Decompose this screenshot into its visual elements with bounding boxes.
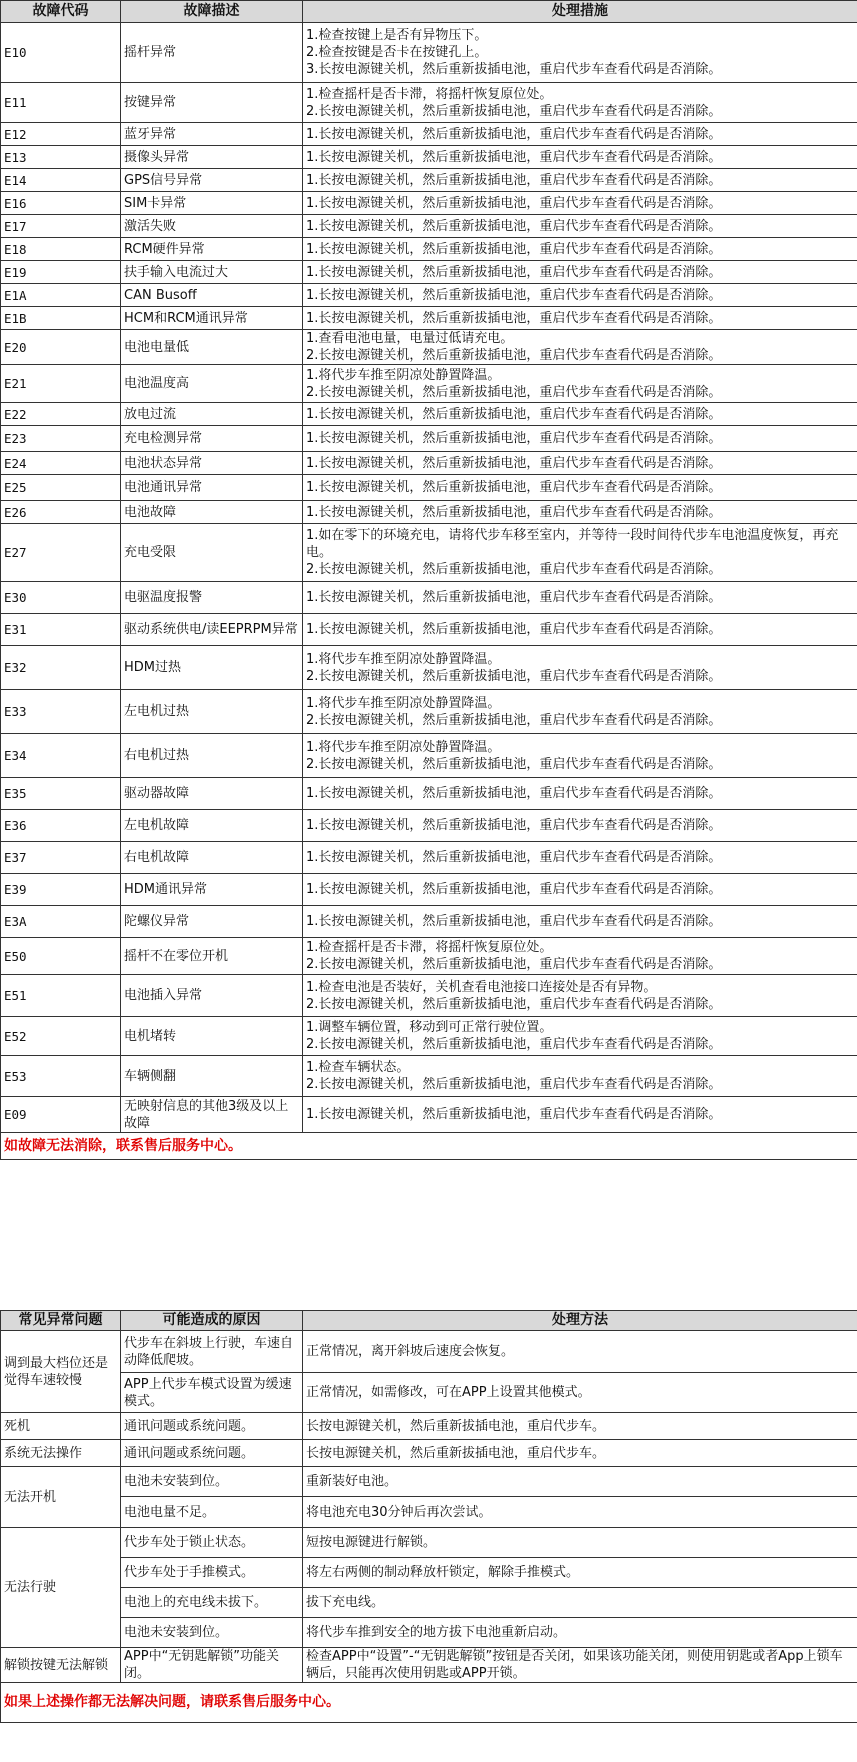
fault-measures bbox=[303, 690, 857, 734]
fault-description: 电池电量低 bbox=[121, 330, 303, 365]
measure-step: 1.调整车辆位置，移动到可正常行驶位置。 bbox=[306, 1020, 553, 1035]
issue-row bbox=[1, 1467, 857, 1497]
fault-description: SIM卡异常 bbox=[121, 192, 303, 215]
fault-code: E18 bbox=[1, 238, 121, 261]
fault-measures bbox=[303, 524, 857, 582]
fault-row bbox=[1, 475, 857, 501]
measure-step: 1.检查摇杆是否卡滞，将摇杆恢复原位处。 bbox=[306, 86, 553, 102]
issue-row bbox=[1, 1497, 857, 1528]
common-issue-table bbox=[0, 1310, 857, 1723]
fault-code: E34 bbox=[1, 734, 121, 778]
measure-step: 2.长按电源键关机，然后重新拔插电池，重启代步车查看代码是否消除。 bbox=[306, 712, 722, 728]
fault-measures bbox=[303, 307, 857, 330]
issue-row bbox=[1, 1618, 857, 1648]
fault-code: E33 bbox=[1, 690, 121, 734]
fault-measures bbox=[303, 938, 857, 975]
fault-row bbox=[1, 284, 857, 307]
measure-step: 2.长按电源键关机，然后重新拔插电池，重启代步车查看代码是否消除。 bbox=[306, 1077, 722, 1092]
fault-row bbox=[1, 23, 857, 83]
fault-measures bbox=[303, 646, 857, 690]
possible-cause: 电池未安装到位。 bbox=[121, 1467, 303, 1497]
fault-row bbox=[1, 842, 857, 874]
header-fault-code: 故障代码 bbox=[1, 1, 121, 23]
measure-step: 1.将代步车推至阴凉处静置降温。 bbox=[306, 695, 501, 711]
fault-description: 充电检测异常 bbox=[121, 426, 303, 452]
fault-row bbox=[1, 83, 857, 123]
fault-description: CAN Busoff bbox=[121, 284, 303, 307]
issue-row bbox=[1, 1413, 857, 1440]
fault-description: HDM通讯异常 bbox=[121, 874, 303, 906]
fault-row bbox=[1, 192, 857, 215]
fault-description: 电池插入异常 bbox=[121, 975, 303, 1017]
measure-step: 1.长按电源键关机，然后重新拔插电池，重启代步车查看代码是否消除。 bbox=[306, 504, 722, 520]
fault-description: HCM和RCM通讯异常 bbox=[121, 307, 303, 330]
fault-description: 电池通讯异常 bbox=[121, 475, 303, 501]
fault-measures bbox=[303, 238, 857, 261]
fault-code: E35 bbox=[1, 778, 121, 810]
common-issue: 解锁按键无法解锁 bbox=[1, 1648, 121, 1683]
fault-description: GPS信号异常 bbox=[121, 169, 303, 192]
solution: 长按电源键关机，然后重新拔插电池，重启代步车。 bbox=[303, 1413, 857, 1440]
fault-description: 无映射信息的其他3级及以上故障 bbox=[121, 1097, 303, 1133]
fault-description: 右电机过热 bbox=[121, 734, 303, 778]
fault-description: 电池温度高 bbox=[121, 365, 303, 403]
fault-row bbox=[1, 403, 857, 426]
issue-row bbox=[1, 1558, 857, 1588]
table-gap bbox=[0, 1296, 857, 1310]
fault-code: E52 bbox=[1, 1017, 121, 1056]
fault-description: 电池状态异常 bbox=[121, 452, 303, 475]
measure-step: 1.长按电源键关机，然后重新拔插电池，重启代步车查看代码是否消除。 bbox=[306, 241, 722, 257]
measure-step: 1.长按电源键关机，然后重新拔插电池，重启代步车查看代码是否消除。 bbox=[306, 287, 722, 303]
common-issue: 系统无法操作 bbox=[1, 1440, 121, 1467]
measure-step: 1.检查电池是否装好，关机查看电池接口连接处是否有异物。 bbox=[306, 979, 657, 995]
fault-description: 左电机过热 bbox=[121, 690, 303, 734]
fault-measures bbox=[303, 778, 857, 810]
measure-step: 1.如在零下的环境充电，请将代步车移至室内，并等待一段时间待代步车电池温度恢复，再充电。 bbox=[306, 528, 839, 560]
fault-code: E1B bbox=[1, 307, 121, 330]
issue-table-note-row bbox=[1, 1683, 857, 1723]
fault-measures bbox=[303, 215, 857, 238]
fault-code: E22 bbox=[1, 403, 121, 426]
issue-table-header-row bbox=[1, 1311, 857, 1331]
measure-step: 2.长按电源键关机，然后重新拔插电池，重启代步车查看代码是否消除。 bbox=[306, 562, 722, 577]
fault-description: HDM过热 bbox=[121, 646, 303, 690]
fault-code: E09 bbox=[1, 1097, 121, 1133]
measure-step: 1.长按电源键关机，然后重新拔插电池，重启代步车查看代码是否消除。 bbox=[306, 310, 722, 326]
measure-step: 2.长按电源键关机，然后重新拔插电池，重启代步车查看代码是否消除。 bbox=[306, 384, 722, 400]
possible-cause: 电池上的充电线未拔下。 bbox=[121, 1588, 303, 1618]
measure-step: 1.长按电源键关机，然后重新拔插电池，重启代步车查看代码是否消除。 bbox=[306, 480, 722, 495]
fault-description: 车辆侧翻 bbox=[121, 1056, 303, 1097]
measure-step: 1.长按电源键关机，然后重新拔插电池，重启代步车查看代码是否消除。 bbox=[306, 850, 722, 865]
measure-step: 1.长按电源键关机，然后重新拔插电池，重启代步车查看代码是否消除。 bbox=[306, 914, 722, 929]
fault-row bbox=[1, 307, 857, 330]
fault-row bbox=[1, 975, 857, 1017]
fault-measures bbox=[303, 146, 857, 169]
fault-code: E10 bbox=[1, 23, 121, 83]
fault-table-note: 如故障无法消除，联系售后服务中心。 bbox=[1, 1133, 857, 1160]
fault-measures bbox=[303, 582, 857, 614]
measure-step: 2.长按电源键关机，然后重新拔插电池，重启代步车查看代码是否消除。 bbox=[306, 103, 722, 119]
fault-table-note-row bbox=[1, 1133, 857, 1160]
fault-code: E51 bbox=[1, 975, 121, 1017]
measure-step: 1.将代步车推至阴凉处静置降温。 bbox=[306, 367, 501, 383]
common-issue: 无法开机 bbox=[1, 1467, 121, 1528]
fault-description: 蓝牙异常 bbox=[121, 123, 303, 146]
solution: 重新装好电池。 bbox=[303, 1467, 857, 1497]
fault-code: E16 bbox=[1, 192, 121, 215]
solution: 长按电源键关机，然后重新拔插电池，重启代步车。 bbox=[303, 1440, 857, 1467]
fault-row bbox=[1, 938, 857, 975]
fault-code: E32 bbox=[1, 646, 121, 690]
issue-row bbox=[1, 1648, 857, 1683]
fault-row bbox=[1, 614, 857, 646]
fault-description: 驱动器故障 bbox=[121, 778, 303, 810]
solution: 将电池充电30分钟后再次尝试。 bbox=[303, 1497, 857, 1528]
fault-description: 摇杆异常 bbox=[121, 23, 303, 83]
fault-measures bbox=[303, 975, 857, 1017]
fault-description: 左电机故障 bbox=[121, 810, 303, 842]
fault-measures bbox=[303, 734, 857, 778]
measure-step: 1.长按电源键关机，然后重新拔插电池，重启代步车查看代码是否消除。 bbox=[306, 882, 722, 897]
fault-row bbox=[1, 261, 857, 284]
measure-step: 1.长按电源键关机，然后重新拔插电池，重启代步车查看代码是否消除。 bbox=[306, 1107, 722, 1122]
fault-measures bbox=[303, 261, 857, 284]
header-fault-measures: 处理措施 bbox=[303, 1, 857, 23]
fault-code: E23 bbox=[1, 426, 121, 452]
fault-measures bbox=[303, 403, 857, 426]
measure-step: 1.长按电源键关机，然后重新拔插电池，重启代步车查看代码是否消除。 bbox=[306, 218, 722, 234]
fault-measures bbox=[303, 874, 857, 906]
possible-cause: 代步车处于手推模式。 bbox=[121, 1558, 303, 1588]
fault-row bbox=[1, 778, 857, 810]
fault-description: 充电受限 bbox=[121, 524, 303, 582]
fault-code: E37 bbox=[1, 842, 121, 874]
fault-description: RCM硬件异常 bbox=[121, 238, 303, 261]
measure-step: 1.检查车辆状态。 bbox=[306, 1060, 410, 1075]
fault-code: E12 bbox=[1, 123, 121, 146]
measure-step: 1.长按电源键关机，然后重新拔插电池，重启代步车查看代码是否消除。 bbox=[306, 431, 722, 446]
fault-code: E31 bbox=[1, 614, 121, 646]
fault-code: E50 bbox=[1, 938, 121, 975]
measure-step: 2.长按电源键关机，然后重新拔插电池，重启代步车查看代码是否消除。 bbox=[306, 996, 722, 1012]
common-issue: 调到最大档位还是觉得车速较慢 bbox=[1, 1331, 121, 1413]
common-issue: 无法行驶 bbox=[1, 1528, 121, 1648]
fault-description: 驱动系统供电/读EEPRPM异常 bbox=[121, 614, 303, 646]
fault-measures bbox=[303, 284, 857, 307]
fault-code: E1A bbox=[1, 284, 121, 307]
possible-cause: APP上代步车模式设置为缓速模式。 bbox=[121, 1373, 303, 1413]
fault-row bbox=[1, 238, 857, 261]
fault-description: 电机堵转 bbox=[121, 1017, 303, 1056]
fault-description: 电驱温度报警 bbox=[121, 582, 303, 614]
fault-row bbox=[1, 1097, 857, 1133]
common-issue: 死机 bbox=[1, 1413, 121, 1440]
fault-measures bbox=[303, 1056, 857, 1097]
possible-cause: 通讯问题或系统问题。 bbox=[121, 1413, 303, 1440]
fault-description: 放电过流 bbox=[121, 403, 303, 426]
fault-measures bbox=[303, 426, 857, 452]
solution: 短按电源键进行解锁。 bbox=[303, 1528, 857, 1558]
fault-row bbox=[1, 524, 857, 582]
fault-code: E14 bbox=[1, 169, 121, 192]
solution: 将代步车推到安全的地方拔下电池重新启动。 bbox=[303, 1618, 857, 1648]
fault-measures bbox=[303, 501, 857, 524]
fault-description: 扶手输入电流过大 bbox=[121, 261, 303, 284]
measure-step: 2.长按电源键关机，然后重新拔插电池，重启代步车查看代码是否消除。 bbox=[306, 1037, 722, 1052]
solution: 正常情况，离开斜坡后速度会恢复。 bbox=[303, 1331, 857, 1373]
fault-table-header-row bbox=[1, 1, 857, 23]
fault-measures bbox=[303, 452, 857, 475]
fault-row bbox=[1, 330, 857, 365]
measure-step: 1.长按电源键关机，然后重新拔插电池，重启代步车查看代码是否消除。 bbox=[306, 126, 722, 142]
possible-cause: APP中“无钥匙解锁”功能关闭。 bbox=[121, 1648, 303, 1683]
fault-code: E19 bbox=[1, 261, 121, 284]
fault-code: E11 bbox=[1, 83, 121, 123]
fault-code: E25 bbox=[1, 475, 121, 501]
possible-cause: 代步车在斜坡上行驶，车速自动降低爬坡。 bbox=[121, 1331, 303, 1373]
fault-measures bbox=[303, 23, 857, 83]
issue-row bbox=[1, 1331, 857, 1373]
possible-cause: 代步车处于锁止状态。 bbox=[121, 1528, 303, 1558]
fault-measures bbox=[303, 475, 857, 501]
issue-row bbox=[1, 1528, 857, 1558]
fault-description: 右电机故障 bbox=[121, 842, 303, 874]
fault-code: E53 bbox=[1, 1056, 121, 1097]
solution: 拔下充电线。 bbox=[303, 1588, 857, 1618]
fault-measures bbox=[303, 365, 857, 403]
solution: 检查APP中“设置”-“无钥匙解锁”按钮是否关闭，如果该功能关闭，则使用钥匙或者App上锁车辆后，只能再次使用钥匙或APP开锁。 bbox=[303, 1648, 857, 1683]
fault-code: E39 bbox=[1, 874, 121, 906]
fault-row bbox=[1, 215, 857, 238]
issue-row bbox=[1, 1588, 857, 1618]
fault-measures bbox=[303, 1017, 857, 1056]
measure-step: 2.长按电源键关机，然后重新拔插电池，重启代步车查看代码是否消除。 bbox=[306, 957, 722, 972]
fault-description: 电池故障 bbox=[121, 501, 303, 524]
measure-step: 1.长按电源键关机，然后重新拔插电池，重启代步车查看代码是否消除。 bbox=[306, 406, 722, 422]
solution: 正常情况，如需修改，可在APP上设置其他模式。 bbox=[303, 1373, 857, 1413]
measure-step: 1.长按电源键关机，然后重新拔插电池，重启代步车查看代码是否消除。 bbox=[306, 590, 722, 605]
possible-cause: 通讯问题或系统问题。 bbox=[121, 1440, 303, 1467]
measure-step: 1.将代步车推至阴凉处静置降温。 bbox=[306, 651, 501, 667]
fault-measures bbox=[303, 83, 857, 123]
measure-step: 1.长按电源键关机，然后重新拔插电池，重启代步车查看代码是否消除。 bbox=[306, 818, 722, 833]
measure-step: 2.长按电源键关机，然后重新拔插电池，重启代步车查看代码是否消除。 bbox=[306, 756, 722, 772]
fault-description: 摇杆不在零位开机 bbox=[121, 938, 303, 975]
fault-row bbox=[1, 426, 857, 452]
fault-description: 摄像头异常 bbox=[121, 146, 303, 169]
fault-measures bbox=[303, 810, 857, 842]
fault-measures bbox=[303, 169, 857, 192]
measure-step: 2.检查按键是否卡在按键孔上。 bbox=[306, 45, 488, 60]
fault-row bbox=[1, 452, 857, 475]
fault-code: E21 bbox=[1, 365, 121, 403]
header-fault-description: 故障描述 bbox=[121, 1, 303, 23]
fault-code: E13 bbox=[1, 146, 121, 169]
measure-step: 1.长按电源键关机，然后重新拔插电池，重启代步车查看代码是否消除。 bbox=[306, 786, 722, 801]
measure-step: 1.长按电源键关机，然后重新拔插电池，重启代步车查看代码是否消除。 bbox=[306, 172, 722, 188]
measure-step: 1.将代步车推至阴凉处静置降温。 bbox=[306, 739, 501, 755]
header-solution: 处理方法 bbox=[303, 1311, 857, 1331]
fault-row bbox=[1, 906, 857, 938]
issue-row bbox=[1, 1440, 857, 1467]
fault-row bbox=[1, 501, 857, 524]
fault-row bbox=[1, 582, 857, 614]
fault-row bbox=[1, 646, 857, 690]
measure-step: 1.长按电源键关机，然后重新拔插电池，重启代步车查看代码是否消除。 bbox=[306, 149, 722, 165]
issue-table-note: 如果上述操作都无法解决问题，请联系售后服务中心。 bbox=[1, 1683, 857, 1723]
fault-row bbox=[1, 123, 857, 146]
fault-measures bbox=[303, 614, 857, 646]
solution: 将左右两侧的制动释放杆锁定，解除手推模式。 bbox=[303, 1558, 857, 1588]
fault-row bbox=[1, 1017, 857, 1056]
fault-code: E3A bbox=[1, 906, 121, 938]
measure-step: 2.长按电源键关机，然后重新拔插电池，重启代步车查看代码是否消除。 bbox=[306, 668, 722, 684]
fault-row bbox=[1, 146, 857, 169]
fault-code: E30 bbox=[1, 582, 121, 614]
measure-step: 1.检查摇杆是否卡滞，将摇杆恢复原位处。 bbox=[306, 940, 553, 955]
fault-row bbox=[1, 690, 857, 734]
fault-code: E27 bbox=[1, 524, 121, 582]
measure-step: 1.长按电源键关机，然后重新拔插电池，重启代步车查看代码是否消除。 bbox=[306, 264, 722, 280]
possible-cause: 电池未安装到位。 bbox=[121, 1618, 303, 1648]
fault-code: E17 bbox=[1, 215, 121, 238]
fault-row bbox=[1, 874, 857, 906]
fault-row bbox=[1, 734, 857, 778]
fault-measures bbox=[303, 842, 857, 874]
fault-description: 按键异常 bbox=[121, 83, 303, 123]
measure-step: 3.长按电源键关机，然后重新拔插电池，重启代步车查看代码是否消除。 bbox=[306, 62, 722, 77]
fault-row bbox=[1, 810, 857, 842]
header-possible-cause: 可能造成的原因 bbox=[121, 1311, 303, 1331]
fault-measures bbox=[303, 192, 857, 215]
header-common-issue: 常见异常问题 bbox=[1, 1311, 121, 1331]
fault-measures bbox=[303, 123, 857, 146]
fault-code: E20 bbox=[1, 330, 121, 365]
fault-description: 激活失败 bbox=[121, 215, 303, 238]
fault-code: E24 bbox=[1, 452, 121, 475]
fault-row bbox=[1, 365, 857, 403]
fault-description: 陀螺仪异常 bbox=[121, 906, 303, 938]
measure-step: 1.长按电源键关机，然后重新拔插电池，重启代步车查看代码是否消除。 bbox=[306, 455, 722, 471]
possible-cause: 电池电量不足。 bbox=[121, 1497, 303, 1528]
measure-step: 1.查看电池电量，电量过低请充电。 bbox=[306, 331, 514, 346]
fault-measures bbox=[303, 1097, 857, 1133]
fault-measures bbox=[303, 906, 857, 938]
fault-code: E26 bbox=[1, 501, 121, 524]
fault-row bbox=[1, 1056, 857, 1097]
fault-row bbox=[1, 169, 857, 192]
measure-step: 2.长按电源键关机，然后重新拔插电池，重启代步车查看代码是否消除。 bbox=[306, 348, 722, 363]
measure-step: 1.检查按键上是否有异物压下。 bbox=[306, 28, 488, 43]
measure-step: 1.长按电源键关机，然后重新拔插电池，重启代步车查看代码是否消除。 bbox=[306, 195, 722, 211]
fault-code: E36 bbox=[1, 810, 121, 842]
issue-row bbox=[1, 1373, 857, 1413]
measure-step: 1.长按电源键关机，然后重新拔插电池，重启代步车查看代码是否消除。 bbox=[306, 622, 722, 637]
fault-measures bbox=[303, 330, 857, 365]
